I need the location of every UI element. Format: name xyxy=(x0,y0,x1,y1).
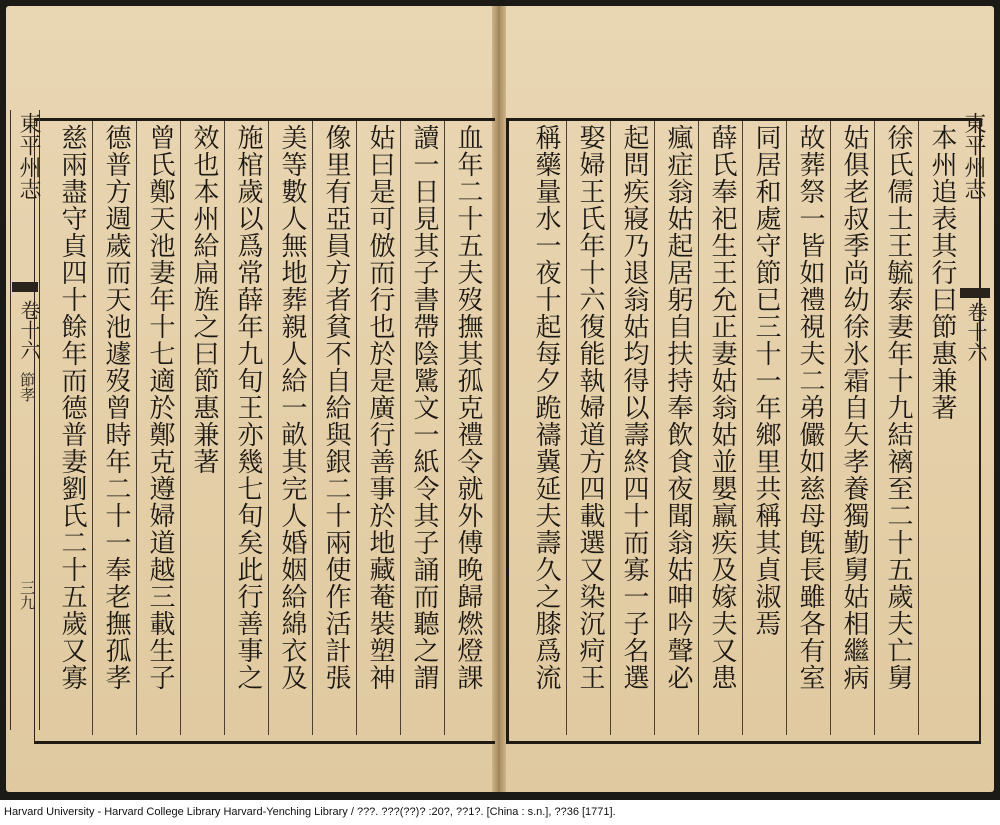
text-column: 姑俱老叔季尚幼徐氷霜自矢孝養獨勤舅姑相繼病 xyxy=(839,124,869,691)
text-column: 姑曰是可倣而行也於是廣行善事於地藏菴裝塑神 xyxy=(365,124,395,691)
column-rule xyxy=(566,121,567,735)
column-rule xyxy=(312,121,313,735)
banxin-section: 節孝 xyxy=(18,372,36,402)
column-rule xyxy=(830,121,831,735)
column-rule xyxy=(180,121,181,735)
column-rule xyxy=(268,121,269,735)
banxin-page-number: 三九 xyxy=(18,580,36,610)
column-rule xyxy=(742,121,743,735)
column-rule xyxy=(136,121,137,735)
fish-tail-mark-right xyxy=(960,288,990,298)
text-column: 血年二十五夫歿撫其孤克禮令就外傅晚歸燃燈課 xyxy=(453,124,483,691)
text-column: 稱藥量水一夜十起每夕跪禱冀延夫壽久之膝爲流 xyxy=(531,124,561,691)
column-rule xyxy=(918,121,919,735)
text-column: 薛氏奉祀生王允正妻姑翁姑並嬰羸疾及嫁夫又患 xyxy=(707,124,737,691)
column-rule xyxy=(356,121,357,735)
column-rule xyxy=(698,121,699,735)
text-column: 徐氏儒士王毓泰妻年十九結褵至二十五歲夫亡舅 xyxy=(883,124,913,691)
text-column: 起問疾寢乃退翁姑均得以壽終四十而寡一子名選 xyxy=(619,124,649,691)
text-column: 美等數人無地葬親人給一畝其完人婚姻給綿衣及 xyxy=(277,124,307,691)
banxin-right-juan: 卷十六 xyxy=(964,302,988,362)
text-column: 慈兩盡守貞四十餘年而德普妻劉氏二十五歲又寡 xyxy=(57,124,87,691)
column-rule xyxy=(444,121,445,735)
column-rule xyxy=(224,121,225,735)
banxin-right-title: 東平州志 xyxy=(961,112,986,200)
banxin-juan: 卷十六 xyxy=(17,300,41,360)
banxin-left xyxy=(10,110,40,730)
text-column: 曾氏鄭天池妻年十七適於鄭克遵婦道越三載生子 xyxy=(145,124,175,691)
column-rule xyxy=(610,121,611,735)
text-column: 同居和處守節已三十一年鄉里共稱其貞淑焉 xyxy=(751,124,781,637)
text-column: 效也本州給扁旌之曰節惠兼著 xyxy=(189,124,219,475)
column-rule xyxy=(400,121,401,735)
column-rule xyxy=(786,121,787,735)
text-column: 娶婦王氏年十六復能執婦道方四載選又染沉疴王 xyxy=(575,124,605,691)
fish-tail-mark-left xyxy=(12,282,38,292)
column-rule xyxy=(874,121,875,735)
text-column: 瘋症翁姑起居躬自扶持奉飲食夜聞翁姑呻吟聲必 xyxy=(663,124,693,691)
text-column: 故葬祭一皆如禮視夫二弟儼如慈母旣長雖各有室 xyxy=(795,124,825,691)
text-column: 德普方週歲而天池遽歿曾時年二十一奉老撫孤孝 xyxy=(101,124,131,691)
column-rule xyxy=(654,121,655,735)
image-caption: Harvard University - Harvard College Library Harvard-Yenching Library / ???. ???(??)? :20?, ??1?. [China : s.n.], ??36 [1771]. xyxy=(0,800,1000,825)
text-column: 讀一日見其子書帶陰騭文一紙令其子誦而聽之謂 xyxy=(409,124,439,691)
text-column: 像里有亞員方者貧不自給與銀二十兩使作活計張 xyxy=(321,124,351,691)
text-column: 本州追表其行曰節惠兼著 xyxy=(927,124,957,421)
text-column: 施棺歲以爲常薛年九旬王亦幾七旬矣此行善事之 xyxy=(233,124,263,691)
column-rule xyxy=(92,121,93,735)
banxin-book-title: 東平州志 xyxy=(16,112,41,200)
